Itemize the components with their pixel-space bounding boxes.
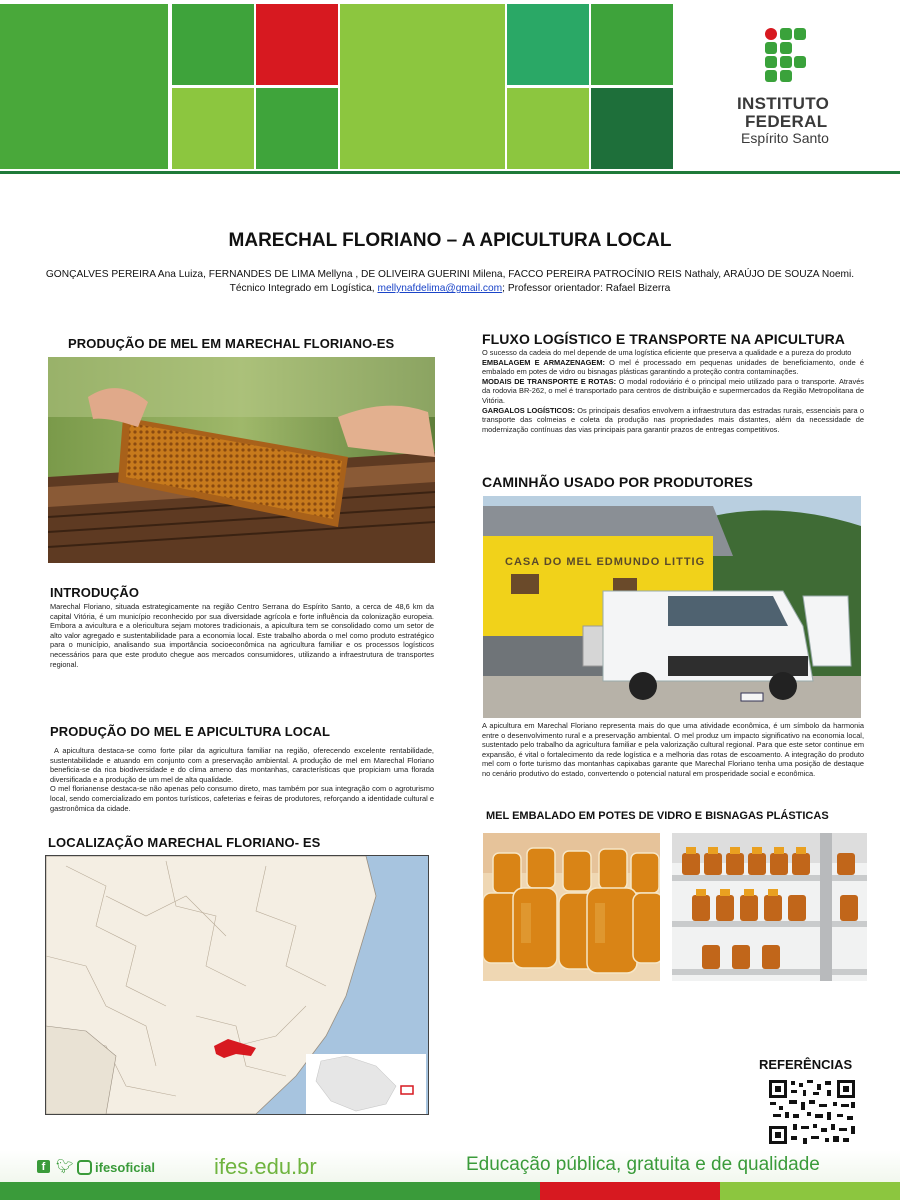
author-email-link[interactable]: mellynafdelima@gmail.com [377, 283, 503, 294]
emb-label: EMBALAGEM E ARMAZENAGEM: [482, 357, 605, 367]
footer-slogan: Educação pública, gratuita e de qualidade [466, 1154, 820, 1175]
producao-text-p2: O mel florianense destaca-se não apenas pelo consumo direto, mas também por sua integração com o agroturismo local, sendo comercializado em pontos turísticos, cafeterias e feiras de produtores, reforçando a identidade cultural e gastronômica da cidade. [50, 784, 434, 813]
producao-text-p1: A apicultura destaca-se como forte pilar da agricultura familiar na região, oferecendo excelente rentabilidade, sustentabilidade e atuando em conjunto com a preservação ambiental. A produção de mel em Marechal Floriano beneficia-se da rica biodiversidade e do clima ameno das montanhas, características que propiciam uma florada diversificada e a produção de um mel de alta qualidade. [50, 746, 434, 784]
header-tile [507, 4, 589, 85]
header-tile [172, 88, 254, 169]
footer-site[interactable]: ifes.edu.br [214, 1154, 317, 1179]
fluxo-intro: O sucesso da cadeia do mel depende de uma logística eficiente que preserva a qualidade e a pureza do produto [482, 348, 852, 357]
authors-text: GONÇALVES PEREIRA Ana Luiza, FERNANDES DE LIMA Mellyna , DE OLIVEIRA GUERINI Milena, FACCO PEREIRA PATROCÍNIO REIS Nathaly, ARAÚJO DE SOUZA Noemi. Técnico Integrado em Logística, [45, 269, 855, 294]
section-title-referencias: REFERÊNCIAS [759, 1057, 853, 1072]
truck-photo [483, 496, 861, 718]
section-title-caminhao: CAMINHÃO USADO POR PRODUTORES [482, 474, 753, 490]
instagram-icon[interactable] [77, 1160, 92, 1175]
ifes-logo [735, 24, 845, 149]
references-qr-code[interactable] [767, 1078, 857, 1146]
section-title-introducao: INTRODUÇÃO [50, 585, 140, 600]
header-tile [256, 4, 338, 85]
emb-text: O mel é processado em pequenas unidades de beneficiamento, onde é embalado em potes de vidro ou bisnagas plásticas garantindo a proteção contra contaminações. [482, 357, 865, 377]
header-divider [0, 171, 900, 174]
footer-social-handle[interactable]: ifesoficial [95, 1160, 155, 1175]
header-tile [0, 4, 168, 169]
mod-label: MODAIS DE TRANSPORTE E ROTAS: [482, 376, 617, 386]
footer-band-red [540, 1182, 720, 1200]
header-tile [340, 4, 505, 169]
section-title-fluxo-logistico: FLUXO LOGÍSTICO E TRANSPORTE NA APICULTURA [482, 331, 846, 347]
header-tile [507, 88, 589, 169]
header-tile [172, 4, 254, 85]
logo-line1: INSTITUTO [737, 94, 830, 113]
mod-text: O modal rodoviário é o principal meio utilizado para o transporte. Através da rodovia BR-262, o mel é transportado para centros de distribuição e supermercados da Região Metropolitana de Vitória. [482, 376, 865, 405]
section-title-mel-embalado: MEL EMBALADO EM POTES DE VIDRO E BISNAGAS PLÁSTICAS [486, 810, 829, 822]
location-map [45, 855, 429, 1115]
header-tile [591, 88, 673, 169]
facebook-icon[interactable]: f [37, 1160, 50, 1173]
footer-band-light [720, 1182, 900, 1200]
garg-text: Os principais desafios envolvem a infraestrutura das estradas rurais, essenciais para o transporte das colmeias e coleta da produção nas propriedades mais distantes, além da necessidade de modernização contínuas das vias principais para garantir prazos de entregas competitivos. [482, 405, 864, 434]
producao-text [50, 746, 434, 813]
section-title-producao-mel: PRODUÇÃO DE MEL EM MARECHAL FLORIANO-ES [68, 336, 395, 351]
page-title: MARECHAL FLORIANO – A APICULTURA LOCAL [228, 230, 672, 251]
honey-jars-photo [483, 833, 660, 981]
authors-tail: ; Professor orientador: Rafael Bizerra [502, 283, 671, 294]
fluxo-text [482, 348, 864, 434]
truck-text: A apicultura em Marechal Floriano representa mais do que uma atividade econômica, é um símbolo da harmonia entre o desenvolvimento rural e a preservação ambiental. O mel produz um impacto significativo na economia local, sustentado pelo trabalho da agricultura familiar e pela valorização cultural regional. Para que este setor continue em expansão, é vital o fortalecimento da rede logística e a melhoria das rotas de escoamento. A integração do produto mel com o forte turismo das montanhas capixabas garante que Marechal Floriano tenha uma posição de destaque no cenário produtivo do estado, convertendo o potencial natural em prosperidade social e econômica. [482, 721, 864, 778]
brazil-inset-marker [401, 1086, 413, 1094]
header-tile [256, 88, 338, 169]
logo-red-dot [765, 28, 777, 40]
authors [40, 268, 860, 296]
header-tile [591, 4, 673, 85]
twitter-icon[interactable]: 🐦︎ [56, 1158, 74, 1174]
logo-line3: Espírito Santo [741, 130, 829, 146]
section-title-producao-apicultura: PRODUÇÃO DO MEL E APICULTURA LOCAL [50, 724, 331, 739]
intro-text: Marechal Floriano, situada estrategicamente na região Centro Serrana do Espírito Santo, a cerca de 48,6 km da capital Vitória, é um município reconhecido por sua diversidade agrícola e forte influência da colonização europeia. Embora a avicultura e a olericultura sejam motores tradicionais, a apicultura tem se consolidado como um setor de alto valor agregado e sustentabilidade para a economia local. Este trabalho aborda o mel como produto estratégico para o município, analisando sua importância socioeconômica na agricultura familiar e os processos logísticos necessários para que este produto chegue aos mercados consumidores, utilizando a infraestrutura de transportes regional. [50, 602, 434, 669]
truck-sign-text: CASA DO MEL EDMUNDO LITTIG [505, 556, 706, 568]
garg-label: GARGALOS LOGÍSTICOS: [482, 405, 576, 415]
honeycomb-photo [48, 357, 435, 563]
honey-bottles-photo [672, 833, 867, 981]
logo-line2: FEDERAL [745, 112, 828, 131]
section-title-localizacao: LOCALIZAÇÃO MARECHAL FLORIANO- ES [48, 835, 321, 850]
